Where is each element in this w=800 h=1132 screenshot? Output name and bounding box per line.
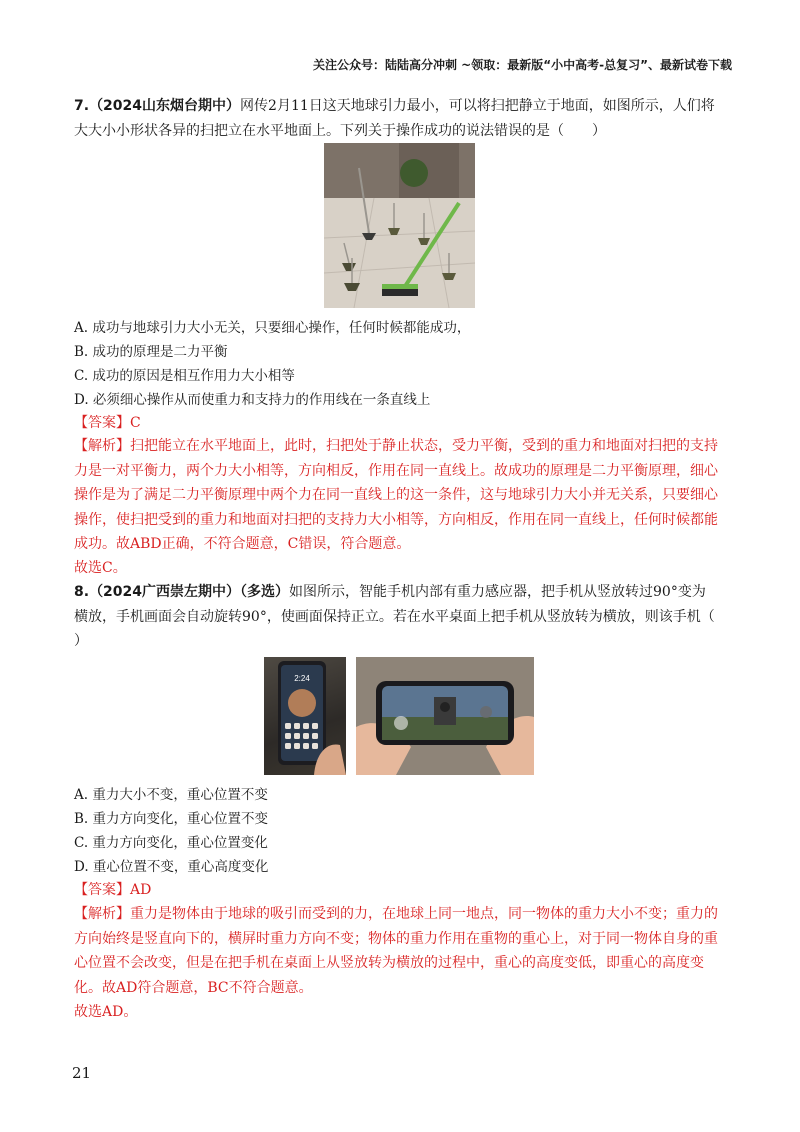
phone-portrait-photo (264, 657, 346, 775)
q7-analysis-label: 【解析】 (74, 438, 130, 454)
brooms-illustration (324, 143, 475, 308)
q7-stem-line1: 网传2月11日这天地球引力最小，可以将扫把静立于地面，如图所示，人们将 (240, 98, 715, 114)
phone-portrait-illustration (264, 657, 346, 775)
q7-analysis-line2: 力是一对平衡力，两个力大小相等，方向相反，作用在同一直线上。故成功的原理是二力平衡原理，细心 (74, 462, 718, 479)
q7-conclusion: 故选C。 (74, 560, 127, 576)
page-header: 关注公众号：陆陆高分冲刺 ~领取：最新版“小中高考-总复习”、最新试卷下载 (313, 58, 732, 72)
q7-stem (74, 94, 730, 143)
q8-source: （2024广西崇左期中） (89, 584, 241, 600)
q8-stem (74, 580, 730, 654)
q8-option-b: B. 重力方向变化，重心位置不变 (74, 811, 269, 827)
q8-stem-line3: ） (74, 633, 88, 649)
q7-option-a: A. 成功与地球引力大小无关，只要细心操作，任何时候都能成功， (74, 320, 471, 336)
q7-stem-line2: 大大小小形状各异的扫把立在水平地面上。下列关于操作成功的说法错误的是（ ） (74, 122, 606, 139)
q7-option-c: C. 成功的原因是相互作用力大小相等 (74, 368, 295, 384)
q7-answer-label: 【答案】 (74, 415, 130, 431)
q8-number: 8. (74, 584, 90, 600)
q8-option-d: D. 重心位置不变，重心高度变化 (74, 859, 269, 875)
q7-analysis-line1: 扫把能立在水平地面上，此时，扫把处于静止状态，受力平衡，受到的重力和地面对扫把的支持 (130, 438, 718, 454)
q8-option-a: A. 重力大小不变，重心位置不变 (74, 787, 268, 803)
page-number: 21 (72, 1064, 92, 1082)
q8-answer-value: AD (130, 882, 152, 898)
phone-clock: 2:24 (294, 674, 310, 683)
q8-analysis (74, 902, 730, 1000)
q8-option-c: C. 重力方向变化，重心位置变化 (74, 835, 268, 851)
q7-option-d: D. 必须细心操作从而使重力和支持力的作用线在一条直线上 (74, 392, 431, 408)
q8-conclusion: 故选AD。 (74, 1004, 138, 1020)
q7-analysis-line5: 成功。故ABD正确，不符合题意，C错误，符合题意。 (74, 536, 411, 552)
q7-analysis-line3: 操作是为了满足二力平衡原理中两个力在同一直线上的这一条件，这与地球引力大小并无关系，只要细心 (74, 487, 718, 503)
q8-analysis-line2: 方向始终是竖直向下的，横屏时重力方向不变；物体的重力作用在重物的重心上，对于同一物体自身的重 (74, 930, 718, 947)
q7-analysis-line4: 操作，使扫把受到的重力和地面对扫把的支持力大小相等，方向相反，作用在同一直线上，任何时候都能 (74, 511, 718, 528)
q8-analysis-label: 【解析】 (74, 906, 130, 922)
q7-number: 7. (74, 98, 90, 114)
q7-source: （2024山东烟台期中） (89, 98, 241, 114)
q8-stem-line1: 如图所示，智能手机内部有重力感应器，把手机从竖放转过90°变为 (289, 584, 706, 600)
q7-answer-value: C (130, 415, 141, 431)
q7-analysis (74, 434, 730, 557)
q7-option-b: B. 成功的原理是二力平衡 (74, 344, 228, 360)
q8-tag: （多选） (240, 584, 290, 600)
q8-stem-line2: 横放，手机画面会自动旋转90°，使画面保持正立。若在水平桌面上把手机从竖放转为横放，则该手机（ (74, 608, 715, 625)
q8-analysis-line3: 心位置不会改变，但是在把手机在桌面上从竖放转为横放的过程中，重心的高度变低，即重心的高度变 (74, 955, 704, 971)
q8-analysis-line1: 重力是物体由于地球的吸引而受到的力，在地球上同一地点，同一物体的重力大小不变；重力的 (130, 906, 718, 922)
q8-answer-label: 【答案】 (74, 882, 130, 898)
q8-answer (74, 878, 730, 903)
brooms-photo (324, 143, 475, 308)
phone-landscape-photo (356, 657, 534, 775)
q8-analysis-line4: 化。故AD符合题意，BC不符合题意。 (74, 979, 313, 996)
q7-answer (74, 411, 730, 436)
phone-landscape-illustration (356, 657, 534, 775)
